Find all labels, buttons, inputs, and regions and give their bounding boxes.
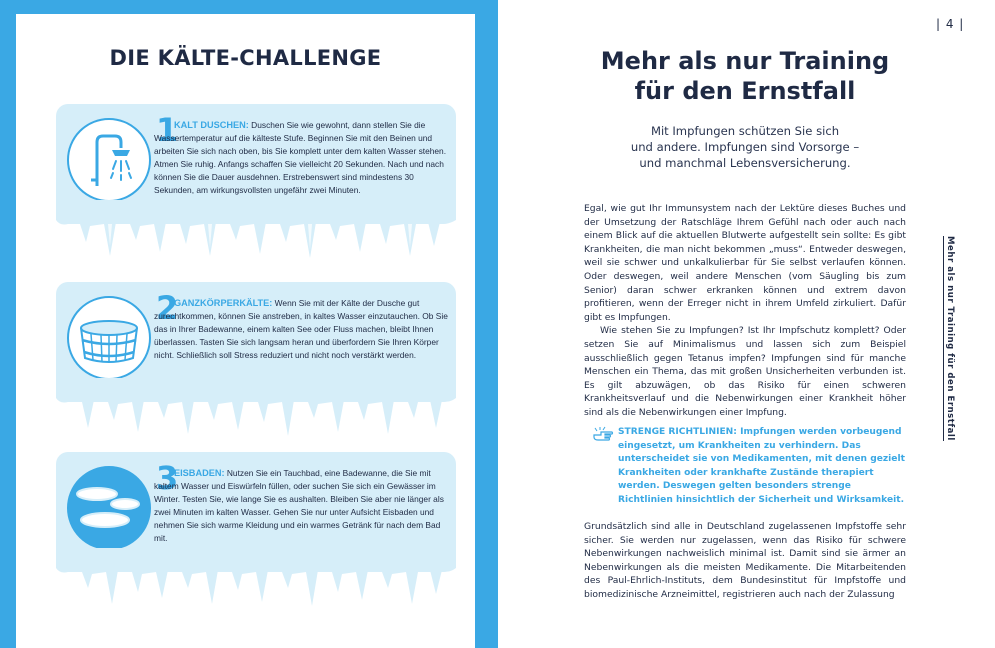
subtitle-line: und andere. Impfungen sind Vorsorge –	[630, 140, 860, 154]
icicles-decoration	[56, 378, 456, 438]
paragraph: Grundsätzlich sind alle in Deutschland zugelassenen Impfstoffe sehr sicher. Sie werden nur zugelassen, wenn das Risiko für schwere Nebenwirkungen nachweislich minimal ist. Damit sind sie ärmer an Nebenwirkungen als die meisten Medikamente. Die Mitarbeitenden des Paul-Ehrlich-Instituts, dem Bundesinstitut für Impfstoffe und biomedizinische Arzneimittel, registrieren auch nach der Zulassung	[584, 521, 906, 600]
icicles-decoration	[56, 548, 456, 608]
step-number: 3	[156, 459, 179, 497]
subtitle-line: Mit Impfungen schützen Sie sich	[650, 124, 840, 138]
step-heading: EISBADEN:	[174, 468, 225, 478]
page-number: | 4 |	[936, 17, 965, 31]
wooden-tub-icon	[67, 296, 151, 380]
step-heading: KALT DUSCHEN:	[174, 120, 249, 130]
body-text-top	[584, 202, 906, 420]
chapter-title-line: für den Ernstfall	[634, 77, 856, 105]
info-box-heading: STRENGE RICHTLINIEN:	[618, 427, 737, 437]
ice-floes-icon	[67, 466, 151, 550]
chapter-title-line: Mehr als nur Training	[600, 47, 890, 75]
paragraph: Wie stehen Sie zu Impfungen? Ist Ihr Impfschutz komplett? Oder setzen Sie auf Minimalismus und lassen sich zum Beispiel ausschließlich gegen Tetanus impfen? Impfungen sind für manche Menschen ein Thema, das mit großen Unsicherheiten verbunden ist. Es gilt abzuwägen, ob das Risiko für einen schweren Krankheitsverlauf und die Nebenwirkungen einer Krankheit höher sind als die Nebenwirkungen einer Impfung.	[584, 325, 906, 418]
pointing-hand-icon	[592, 426, 614, 442]
info-box-guidelines	[618, 426, 908, 508]
subtitle-line: und manchmal Lebensversicherung.	[639, 156, 851, 170]
challenge-title: DIE KÄLTE-CHALLENGE	[109, 46, 382, 70]
step-heading: GANZKÖRPERKÄLTE:	[174, 298, 273, 308]
step-body: Wenn Sie mit der Kälte der Dusche gut zurechtkommen, können Sie anstreben, in kaltes Wasser einzutauchen. Ob Sie das in Ihrer Badewanne, einem kalten See oder Fluss machen, bleibt Ihnen überlassen. Tasten Sie sich langsam heran und überfordern Sie Ihren Körper nicht. Schließlich soll Stress reduziert und nicht noch verstärkt werden.	[154, 298, 448, 360]
step-text	[154, 119, 450, 197]
step-text	[154, 467, 450, 545]
step-card-shower	[56, 104, 456, 224]
running-header-vertical	[942, 236, 962, 441]
chapter-title	[585, 46, 905, 106]
step-card-ice-bath	[56, 452, 456, 572]
icicles-decoration	[56, 200, 456, 260]
chapter-subtitle	[585, 123, 905, 171]
step-body: Duschen Sie wie gewohnt, dann stellen Sie die Wassertemperatur auf die kälteste Stufe. Beginnen Sie mit den Beinen und arbeiten Sie sich nach oben, bis Sie komplett unter dem kalten Wasser stehen. Atmen Sie ruhig. Anfangs schaffen Sie vielleicht 20 Sekunden. Nach und nach können Sie die Dauer ausdehnen. Erstrebenswert sind mindestens 30 Sekunden, am wirkungsvollsten ungefähr zwei Minuten.	[154, 120, 447, 195]
step-number: 1	[156, 111, 179, 149]
step-body: Nutzen Sie ein Tauchbad, eine Badewanne, die Sie mit kaltem Wasser und Eiswürfeln füllen, oder suchen Sie sich ein Gewässer im Winter. Testen Sie, wie lange Sie es aushalten. Bleiben Sie aber nie länger als zwei Minuten im kalten Wasser. Gehen Sie nur unter Aufsicht Eisbaden und nehmen Sie sich warme Kleidung und ein warmes Getränk für nach dem Bad mit.	[154, 468, 444, 543]
paragraph: Egal, wie gut Ihr Immunsystem nach der Lektüre dieses Buches und der Umsetzung der Ratschläge Ihrem Gefühl nach oder auch nach einem Blick auf die aktuellen Blutwerte aufgestellt sein sollte: Es gibt Krankheiten, die man nicht bekommen „muss“. Entweder deswegen, weil sie schwer und unkalkulierbar für Sie selbst verlaufen können. Oder deswegen, weil andere Menschen (vom Säugling bis zum Senior) daran schwer erkranken können und extrem davon profitieren, wenn der Erreger nicht in ihrem Umfeld zirkuliert. Dafür gibt es Impfungen.	[584, 203, 906, 323]
running-header-text: Mehr als nur Training für den Ernstfall	[945, 236, 955, 441]
shower-icon	[67, 118, 151, 202]
left-page	[16, 14, 475, 648]
step-card-full-body-cold	[56, 282, 456, 402]
step-text	[154, 297, 450, 362]
body-text-bottom	[584, 520, 906, 602]
info-box-text: Impfungen werden vorbeugend eingesetzt, um Krankheiten zu verhindern. Das unterscheidet sie von Medikamenten, mit denen gezielt Krankheiten oder krankhafte Zustände therapiert werden. Deswegen gelten besonders strenge Richtlinien hinsichtlich der Sicherheit und Wirksamkeit.	[618, 427, 905, 505]
step-number: 2	[156, 289, 179, 327]
